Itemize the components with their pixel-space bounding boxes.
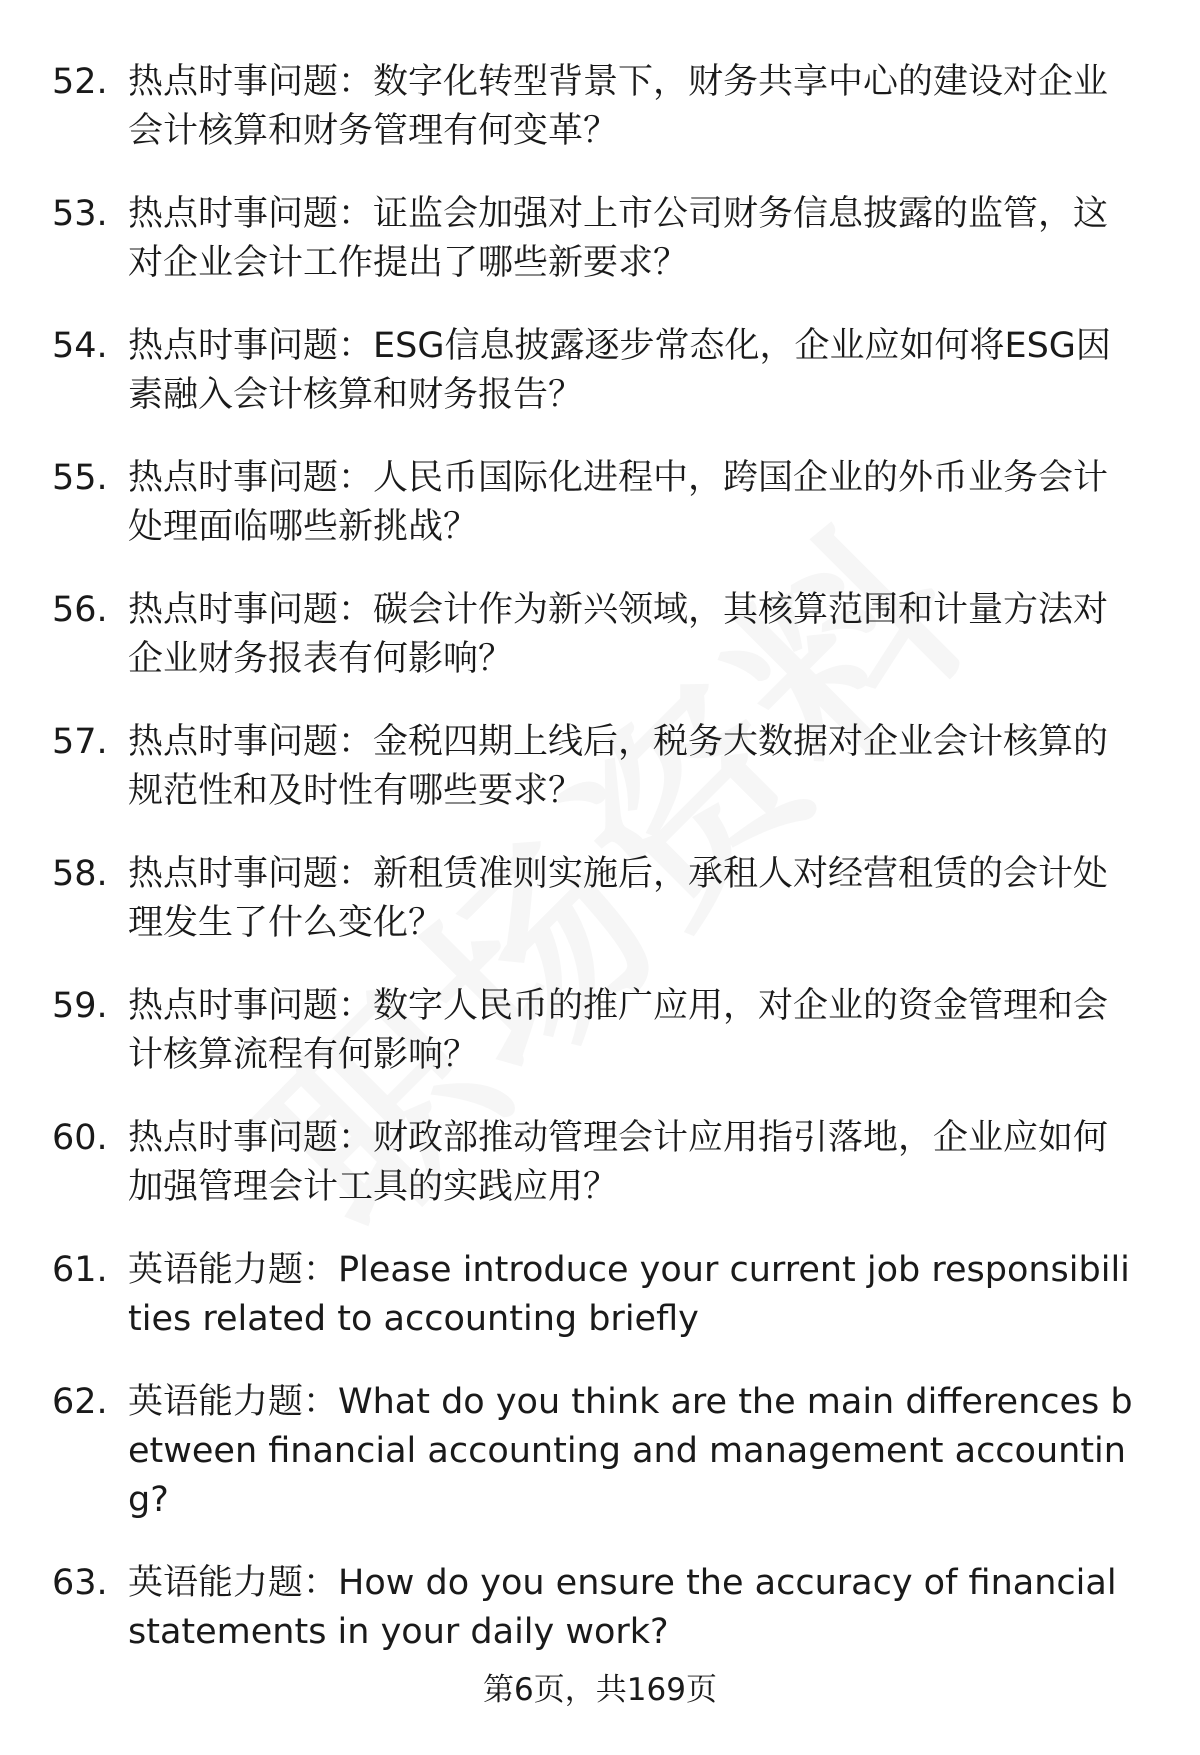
- question-text: 热点时事问题：人民币国际化进程中，跨国企业的外币业务会计处理面临哪些新挑战？: [128, 458, 1109, 547]
- question-number: 59.: [52, 986, 108, 1026]
- question-text: 热点时事问题：碳会计作为新兴领域，其核算范围和计量方法对企业财务报表有何影响？: [128, 590, 1109, 679]
- question-item-52: [52, 58, 1142, 156]
- question-item-57: [52, 718, 1142, 816]
- question-list: [52, 58, 1142, 1691]
- page-number: 第6页，共169页: [483, 1672, 717, 1708]
- question-text: 英语能力题：What do you think are the main differences between financial accounting and management accounting?: [128, 1382, 1133, 1520]
- question-item-63: [52, 1559, 1142, 1657]
- question-number: 62.: [52, 1382, 108, 1422]
- question-text: 英语能力题：Please introduce your current job responsibilities related to accounting briefly: [128, 1250, 1130, 1339]
- question-text: 热点时事问题：金税四期上线后，税务大数据对企业会计核算的规范性和及时性有哪些要求？: [128, 722, 1109, 811]
- question-item-59: [52, 982, 1142, 1080]
- question-number: 63.: [52, 1563, 108, 1603]
- question-item-60: [52, 1114, 1142, 1212]
- question-item-54: [52, 322, 1142, 420]
- question-text: 热点时事问题：数字人民币的推广应用，对企业的资金管理和会计核算流程有何影响？: [128, 986, 1109, 1075]
- question-number: 61.: [52, 1250, 108, 1290]
- question-number: 52.: [52, 62, 108, 102]
- question-text: 热点时事问题：数字化转型背景下，财务共享中心的建设对企业会计核算和财务管理有何变革？: [128, 62, 1109, 151]
- question-number: 54.: [52, 326, 108, 366]
- question-item-61: [52, 1246, 1142, 1344]
- question-item-55: [52, 454, 1142, 552]
- question-text: 热点时事问题：ESG信息披露逐步常态化，企业应如何将ESG因素融入会计核算和财务报告？: [128, 326, 1111, 415]
- question-item-53: [52, 190, 1142, 288]
- question-number: 56.: [52, 590, 108, 630]
- question-text: 热点时事问题：证监会加强对上市公司财务信息披露的监管，这对企业会计工作提出了哪些新要求？: [128, 194, 1109, 283]
- question-number: 58.: [52, 854, 108, 894]
- question-item-56: [52, 586, 1142, 684]
- question-number: 55.: [52, 458, 108, 498]
- question-number: 57.: [52, 722, 108, 762]
- question-item-62: [52, 1378, 1142, 1525]
- question-item-58: [52, 850, 1142, 948]
- question-text: 热点时事问题：新租赁准则实施后，承租人对经营租赁的会计处理发生了什么变化？: [128, 854, 1109, 943]
- question-text: 热点时事问题：财政部推动管理会计应用指引落地，企业应如何加强管理会计工具的实践应用？: [128, 1118, 1109, 1207]
- question-number: 53.: [52, 194, 108, 234]
- question-text: 英语能力题：How do you ensure the accuracy of financial statements in your daily work?: [128, 1563, 1117, 1652]
- question-number: 60.: [52, 1118, 108, 1158]
